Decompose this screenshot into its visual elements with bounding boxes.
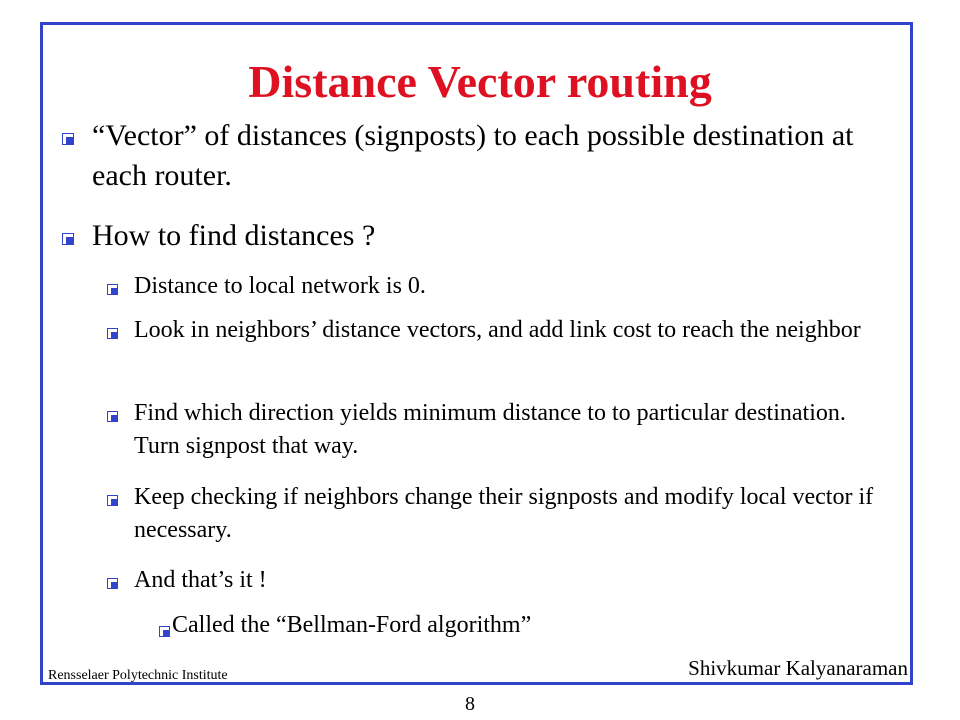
sub-bullet-text: Look in neighbors’ distance vectors, and add link cost to reach the neighbor — [134, 317, 861, 343]
sub-bullet-text: Keep checking if neighbors change their signposts and modify local vector if necessary. — [134, 484, 874, 543]
sub-sub-bullet-item — [159, 609, 859, 642]
sub-bullet-text: Find which direction yields minimum distance to to particular destination. Turn signpost that way. — [134, 400, 846, 459]
sub-bullet-item — [107, 481, 887, 547]
page-number: 8 — [465, 693, 475, 715]
footer-institution: Rensselaer Polytechnic Institute — [48, 668, 228, 683]
sub-sub-bullet-text: Called the “Bellman-Ford algorithm” — [172, 612, 532, 638]
sub-bullet-item — [107, 564, 887, 597]
square-bullet-icon — [62, 233, 74, 245]
square-bullet-icon — [62, 133, 74, 145]
sub-bullet-text: Distance to local network is 0. — [134, 273, 426, 299]
sub-bullet-text: And that’s it ! — [134, 567, 267, 593]
sub-bullet-item — [107, 397, 887, 463]
footer-author: Shivkumar Kalyanaraman — [688, 656, 908, 680]
square-bullet-icon — [107, 328, 118, 339]
bullet-item — [62, 216, 862, 256]
bullet-text: How to find distances ? — [92, 219, 376, 252]
sub-bullet-item — [107, 270, 887, 303]
slide-title: Distance Vector routing — [248, 56, 712, 107]
bullet-item — [62, 116, 862, 196]
square-bullet-icon — [107, 578, 118, 589]
square-bullet-icon — [107, 495, 118, 506]
bullet-text: “Vector” of distances (signposts) to each possible destination at each router. — [92, 119, 854, 192]
square-bullet-icon — [107, 284, 118, 295]
square-bullet-icon — [107, 411, 118, 422]
sub-bullet-item — [107, 314, 887, 347]
square-bullet-icon — [159, 626, 170, 637]
